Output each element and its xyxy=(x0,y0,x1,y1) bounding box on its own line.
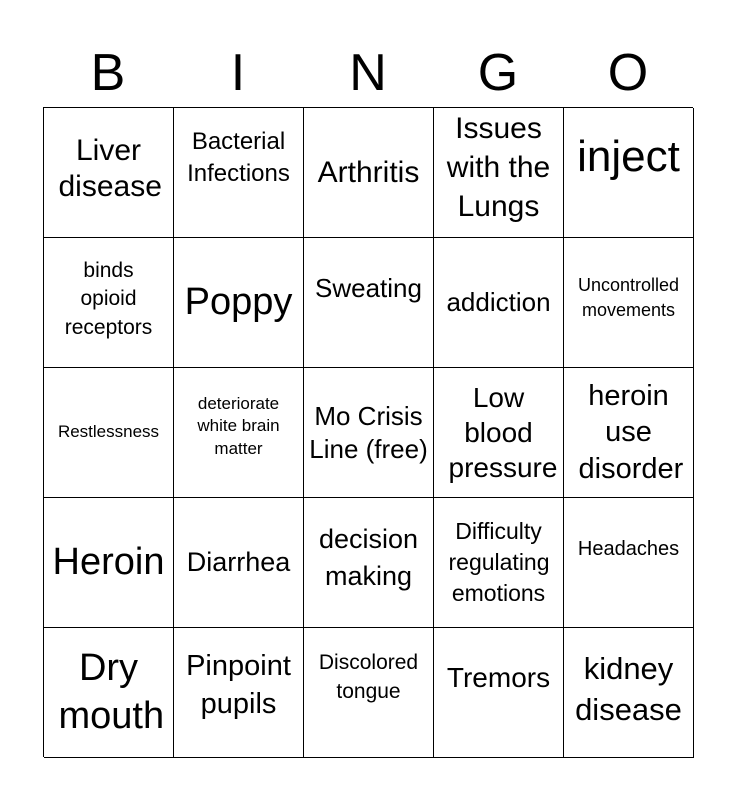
bingo-cell[interactable] xyxy=(174,238,304,368)
bingo-header xyxy=(43,40,693,106)
bingo-cell[interactable] xyxy=(44,108,174,238)
cell-label: Pinpoint pupils xyxy=(186,649,291,720)
bingo-cell[interactable] xyxy=(304,238,434,368)
bingo-cell[interactable] xyxy=(304,368,434,498)
cell-label: Diarrhea xyxy=(186,547,291,578)
bingo-cell[interactable] xyxy=(174,498,304,628)
cell-label: Uncontrolled movements xyxy=(577,275,680,320)
cell-label: addiction xyxy=(446,286,551,317)
cell-label: Sweating xyxy=(315,272,422,303)
cell-label: decision making xyxy=(318,524,419,591)
bingo-cell[interactable] xyxy=(564,628,694,758)
cell-label: Liver disease xyxy=(58,133,162,203)
bingo-cell[interactable] xyxy=(44,628,174,758)
bingo-cell[interactable] xyxy=(564,238,694,368)
cell-label: Mo Crisis Line (free) xyxy=(309,401,428,464)
cell-label: Low blood pressure xyxy=(448,382,558,483)
cell-label: inject xyxy=(577,132,680,182)
cell-label: kidney disease xyxy=(575,651,682,727)
bingo-cell[interactable] xyxy=(434,108,564,238)
cell-label: Discolored tongue xyxy=(318,651,419,703)
cell-label: binds opioid receptors xyxy=(64,258,153,339)
cell-label: heroin use disorder xyxy=(578,380,684,485)
bingo-cell[interactable] xyxy=(174,368,304,498)
cell-label: Bacterial Infections xyxy=(187,128,290,187)
bingo-cell[interactable] xyxy=(304,108,434,238)
header-letter-b: B xyxy=(90,44,126,102)
header-letter-g: G xyxy=(477,44,519,102)
cell-label: Arthritis xyxy=(317,155,420,189)
bingo-cell[interactable] xyxy=(174,628,304,758)
bingo-cell[interactable] xyxy=(44,238,174,368)
bingo-cell[interactable] xyxy=(434,368,564,498)
bingo-cell[interactable] xyxy=(434,238,564,368)
cell-label: Restlessness xyxy=(57,422,160,442)
bingo-cell[interactable] xyxy=(174,108,304,238)
bingo-cell[interactable] xyxy=(564,498,694,628)
header-letter-o: O xyxy=(607,44,649,102)
cell-label: deteriorate white brain matter xyxy=(197,394,280,458)
cell-label: Tremors xyxy=(446,661,551,693)
bingo-cell[interactable] xyxy=(44,368,174,498)
bingo-grid xyxy=(43,107,693,757)
cell-label: Difficulty regulating emotions xyxy=(448,517,550,607)
bingo-cell[interactable] xyxy=(564,368,694,498)
bingo-cell[interactable] xyxy=(44,498,174,628)
cell-label: Headaches xyxy=(577,537,680,560)
bingo-cell[interactable] xyxy=(564,108,694,238)
bingo-cell[interactable] xyxy=(434,498,564,628)
bingo-cell[interactable] xyxy=(304,628,434,758)
bingo-cell[interactable] xyxy=(304,498,434,628)
cell-label: Poppy xyxy=(184,280,293,323)
cell-label: Heroin xyxy=(52,540,165,583)
cell-label: Dry mouth xyxy=(58,647,165,737)
header-letter-n: N xyxy=(349,44,387,102)
bingo-cell[interactable] xyxy=(434,628,564,758)
cell-label: Issues with the Lungs xyxy=(446,112,551,223)
header-letter-i: I xyxy=(230,44,246,102)
